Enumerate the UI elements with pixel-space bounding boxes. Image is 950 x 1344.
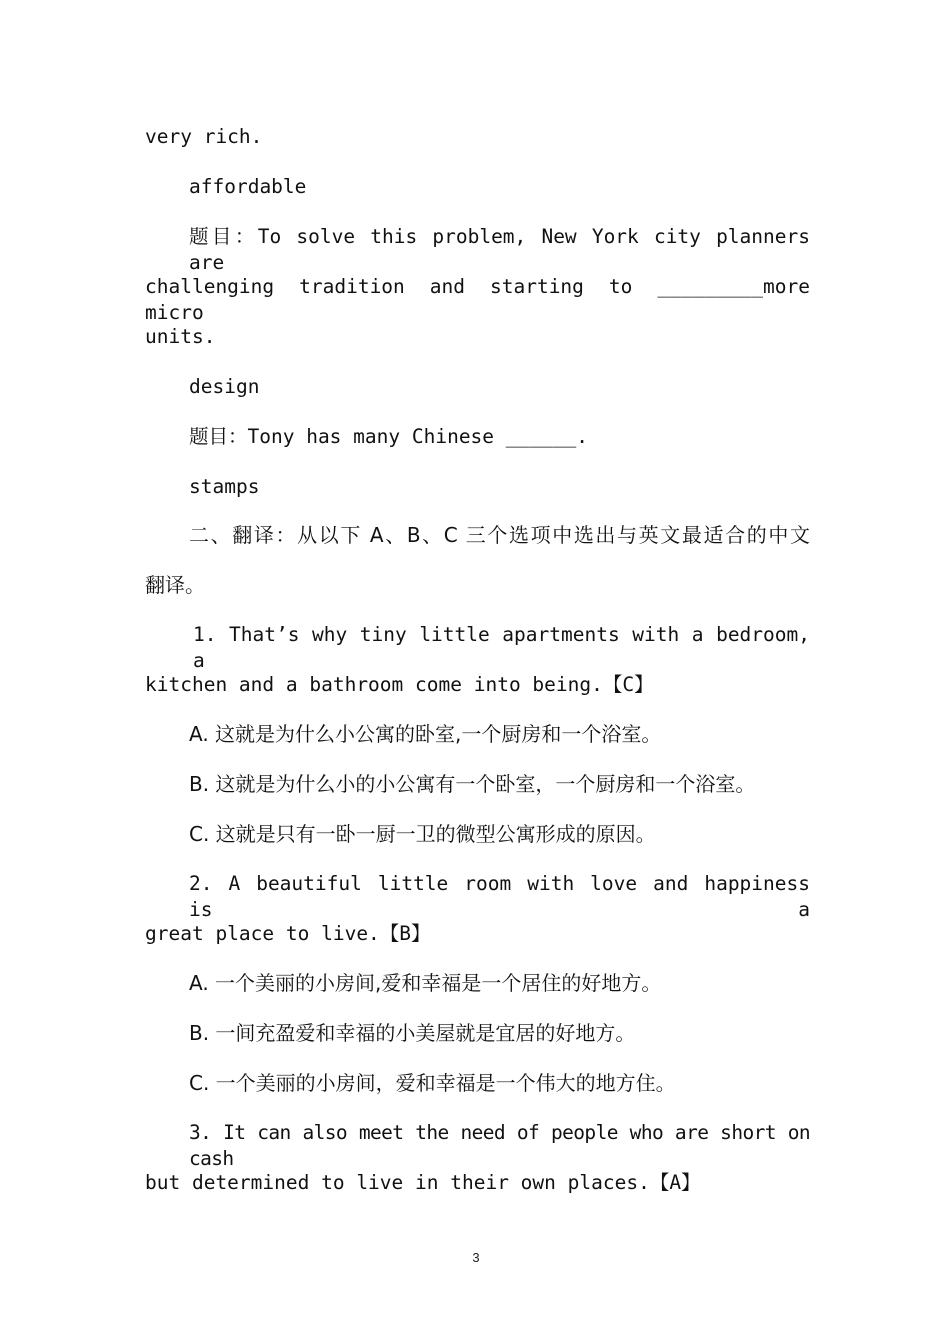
choice-option: B. 这就是为什么小的小公寓有一个卧室，一个厨房和一个浴室。 [189, 772, 756, 796]
translation-item: 1. That’s why tiny little apartments with a bedroom, a [193, 623, 810, 672]
translation-item: but determined to live in their own places.【A】 [145, 1171, 701, 1194]
question-line: challenging tradition and starting to _________more micro [145, 275, 810, 324]
answer-line: affordable [189, 175, 307, 198]
section-heading: 翻译。 [145, 573, 205, 597]
page-number: 3 [472, 1250, 480, 1265]
question-line: units. [145, 325, 216, 348]
translation-item: 3. It can also meet the need of people who are short on cash [189, 1121, 810, 1170]
question-line: 题目：Tony has many Chinese ______. [189, 425, 588, 448]
translation-item: kitchen and a bathroom come into being.【C】 [145, 673, 654, 696]
section-heading: 二、翻译：从以下 A、B、C 三个选项中选出与英文最适合的中文 [189, 523, 810, 547]
translation-item: great place to live.【B】 [145, 922, 431, 945]
translation-item: 2. A beautiful little room with love and happiness is a [189, 872, 810, 921]
question-line: 题目：To solve this problem, New York city planners are [189, 225, 810, 274]
choice-option: A. 一个美丽的小房间,爱和幸福是一个居住的好地方。 [189, 971, 662, 995]
choice-option: B. 一间充盈爱和幸福的小美屋就是宜居的好地方。 [189, 1021, 636, 1045]
answer-line: design [189, 375, 260, 398]
choice-option: C. 一个美丽的小房间，爱和幸福是一个伟大的地方住。 [189, 1071, 676, 1095]
answer-line: stamps [189, 475, 260, 498]
text-line-continuation: very rich. [145, 125, 263, 148]
choice-option: C. 这就是只有一卧一厨一卫的微型公寓形成的原因。 [189, 822, 656, 846]
choice-option: A. 这就是为什么小公寓的卧室,一个厨房和一个浴室。 [189, 722, 662, 746]
